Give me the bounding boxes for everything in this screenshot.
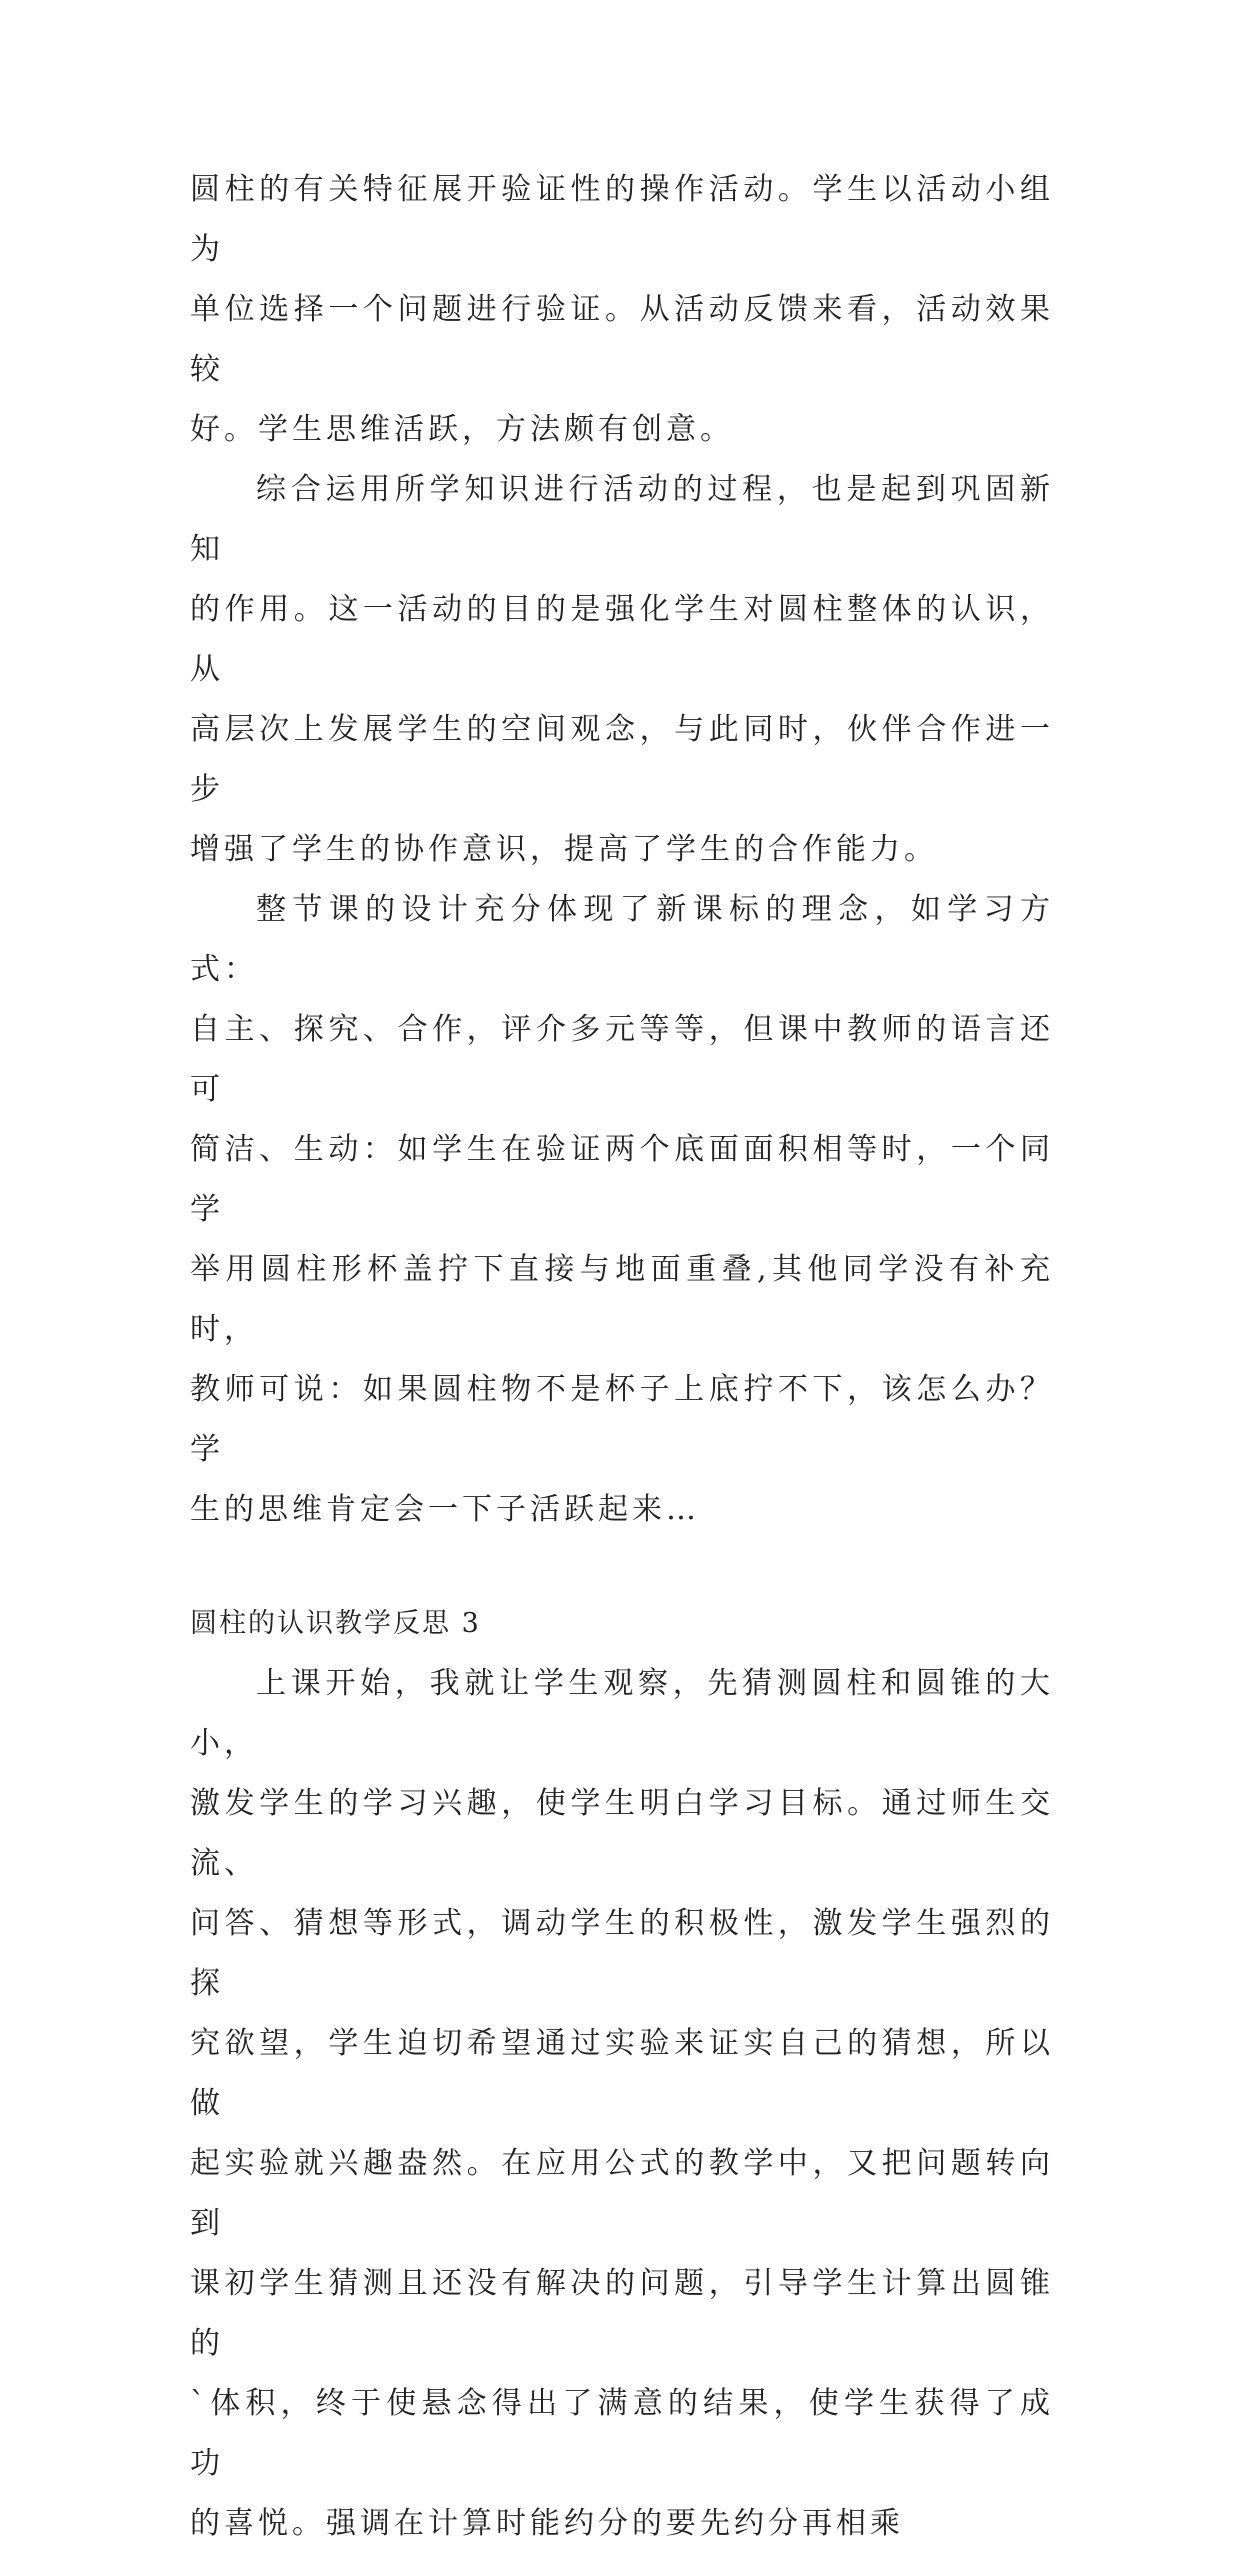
paragraph-continuation: 圆柱的有关特征展开验证性的操作活动。学生以活动小组为 单位选择一个问题进行验证。从活动反馈来看，活动效果较 好。学生思维活跃，方法颇有创意。 — [190, 172, 1054, 447]
paragraph-lesson-design: 整节课的设计充分体现了新课标的理念，如学习方式： 自主、探究、合作，评介多元等等，但课中教师的语言还可 简洁、生动：如学生在验证两个底面面积相等时，一个同学 举用圆柱形杯盖拧下直接与地面重叠,其他同学没有补充时， 教师可说：如果圆柱物不是杯子上底拧不下，该怎么办？学 生的思维肯定会一下子活跃起来… — [190, 892, 1054, 1527]
paragraph-consolidation: 综合运用所学知识进行活动的过程，也是起到巩固新知 的作用。这一活动的目的是强化学生对圆柱整体的认识，从 高层次上发展学生的空间观念，与此同时，伙伴合作进一步 增强了学生的协作意识，提高了学生的合作能力。 — [190, 472, 1054, 867]
document-page — [190, 160, 1054, 2554]
paragraph-reflection-3: 上课开始，我就让学生观察，先猜测圆柱和圆锥的大小， 激发学生的学习兴趣，使学生明白学习目标。通过师生交流、 问答、猜想等形式，调动学生的积极性，激发学生强烈的探 究欲望，学生迫切希望通过实验来证实自己的猜想，所以做 起实验就兴趣盎然。在应用公式的教学中，又把问题转向到 课初学生猜测且还没有解决的问题，引导学生计算出圆锥的 `体积，终于使悬念得出了满意的结果，使学生获得了成功 的喜悦。强调在计算时能约分的要先约分再相乘 — [190, 1666, 1054, 2541]
section-spacer — [190, 1540, 1054, 1594]
section-heading: 圆柱的认识教学反思 3 — [190, 1608, 481, 1639]
